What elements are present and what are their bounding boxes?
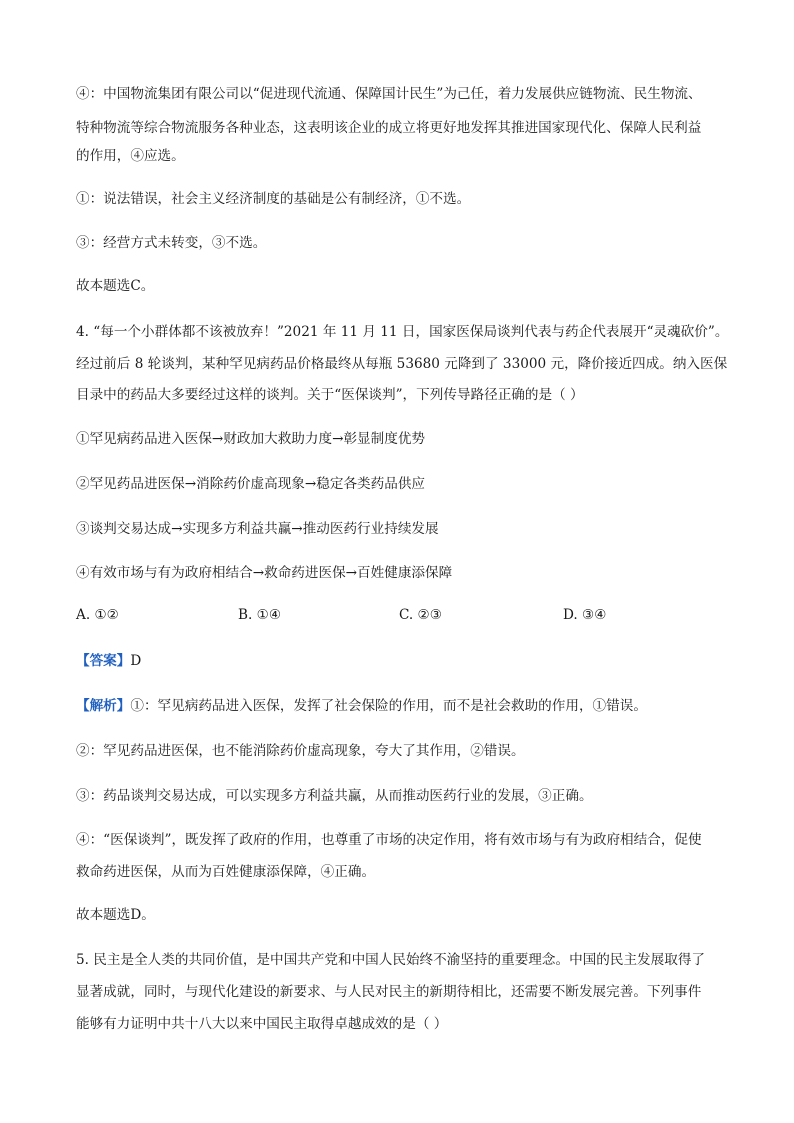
question-4-stem: 经过前后 8 轮谈判，某种罕见病药品价格最终从每瓶 53680 元降到了 33000 元，降价接近四成。纳入医保 xyxy=(76,356,728,372)
answer-value: D xyxy=(130,653,142,669)
question-5-stem: 显著成就，同时，与现代化建设的新要求、与人民对民主的新期待相比，还需要不断发展完善。下列事件 xyxy=(76,984,702,1000)
text-line: ④：中国物流集团有限公司以“促进现代流通、保障国计民生”为己任，着力发展供应链物流、民生物流、 xyxy=(76,86,702,102)
option-b: B. ①④ xyxy=(238,607,282,623)
analysis-line: 救命药进医保，从而为百姓健康添保障，④正确。 xyxy=(76,864,376,880)
question-4-stem: 4. “每一个小群体都不该被放弃！”2021 年 11 月 11 日，国家医保局谈判代表与药企代表展开“灵魂砍价”。 xyxy=(76,324,729,340)
analysis-line: ②：罕见药品进医保，也不能消除药价虚高现象，夸大了其作用，②错误。 xyxy=(76,743,525,759)
text-line: ①：说法错误，社会主义经济制度的基础是公有制经济，①不选。 xyxy=(76,191,471,207)
question-5-stem: 能够有力证明中共十八大以来中国民主取得卓越成效的是（ ） xyxy=(76,1016,448,1032)
option-a: A. ①② xyxy=(76,607,119,623)
choice-options xyxy=(76,607,756,627)
question-5-stem: 5. 民主是全人类的共同价值，是中国共产党和中国人民始终不渝坚持的重要理念。中国的民主发展取得了 xyxy=(76,952,706,968)
analysis-line xyxy=(76,696,756,716)
text-line: 的作用，④应选。 xyxy=(76,148,185,164)
pathway-2: ②罕见药品进医保→消除药价虚高现象→稳定各类药品供应 xyxy=(76,476,426,492)
text-line: 特种物流等综合物流服务各种业态，这表明该企业的成立将更好地发挥其推进国家现代化、保障人民利益 xyxy=(76,120,702,136)
answer-tag: 【答案】 xyxy=(76,653,131,669)
analysis-line: 故本题选D。 xyxy=(76,907,155,923)
analysis-tag: 【解析】 xyxy=(76,698,131,714)
text-line: 故本题选C。 xyxy=(76,278,155,294)
option-c: C. ②③ xyxy=(399,607,442,623)
analysis-text: ①：罕见病药品进入医保，发挥了社会保险的作用，而不是社会救助的作用，①错误。 xyxy=(130,698,647,714)
pathway-1: ①罕见病药品进入医保→财政加大救助力度→彰显制度优势 xyxy=(76,431,426,447)
answer-line xyxy=(76,651,756,671)
question-4-stem: 目录中的药品大多要经过这样的谈判。关于“医保谈判”，下列传导路径正确的是（ ） xyxy=(76,387,584,403)
analysis-line: ④：“医保谈判”，既发挥了政府的作用，也尊重了市场的决定作用，将有效市场与有为政府相结合，促使 xyxy=(76,832,702,848)
analysis-line: ③：药品谈判交易达成，可以实现多方利益共赢，从而推动医药行业的发展，③正确。 xyxy=(76,788,593,804)
text-line: ③：经营方式未转变，③不选。 xyxy=(76,235,267,251)
pathway-3: ③谈判交易达成→实现多方利益共赢→推动医药行业持续发展 xyxy=(76,521,439,537)
pathway-4: ④有效市场与有为政府相结合→救命药进医保→百姓健康添保障 xyxy=(76,565,453,581)
option-d: D. ③④ xyxy=(563,607,607,623)
